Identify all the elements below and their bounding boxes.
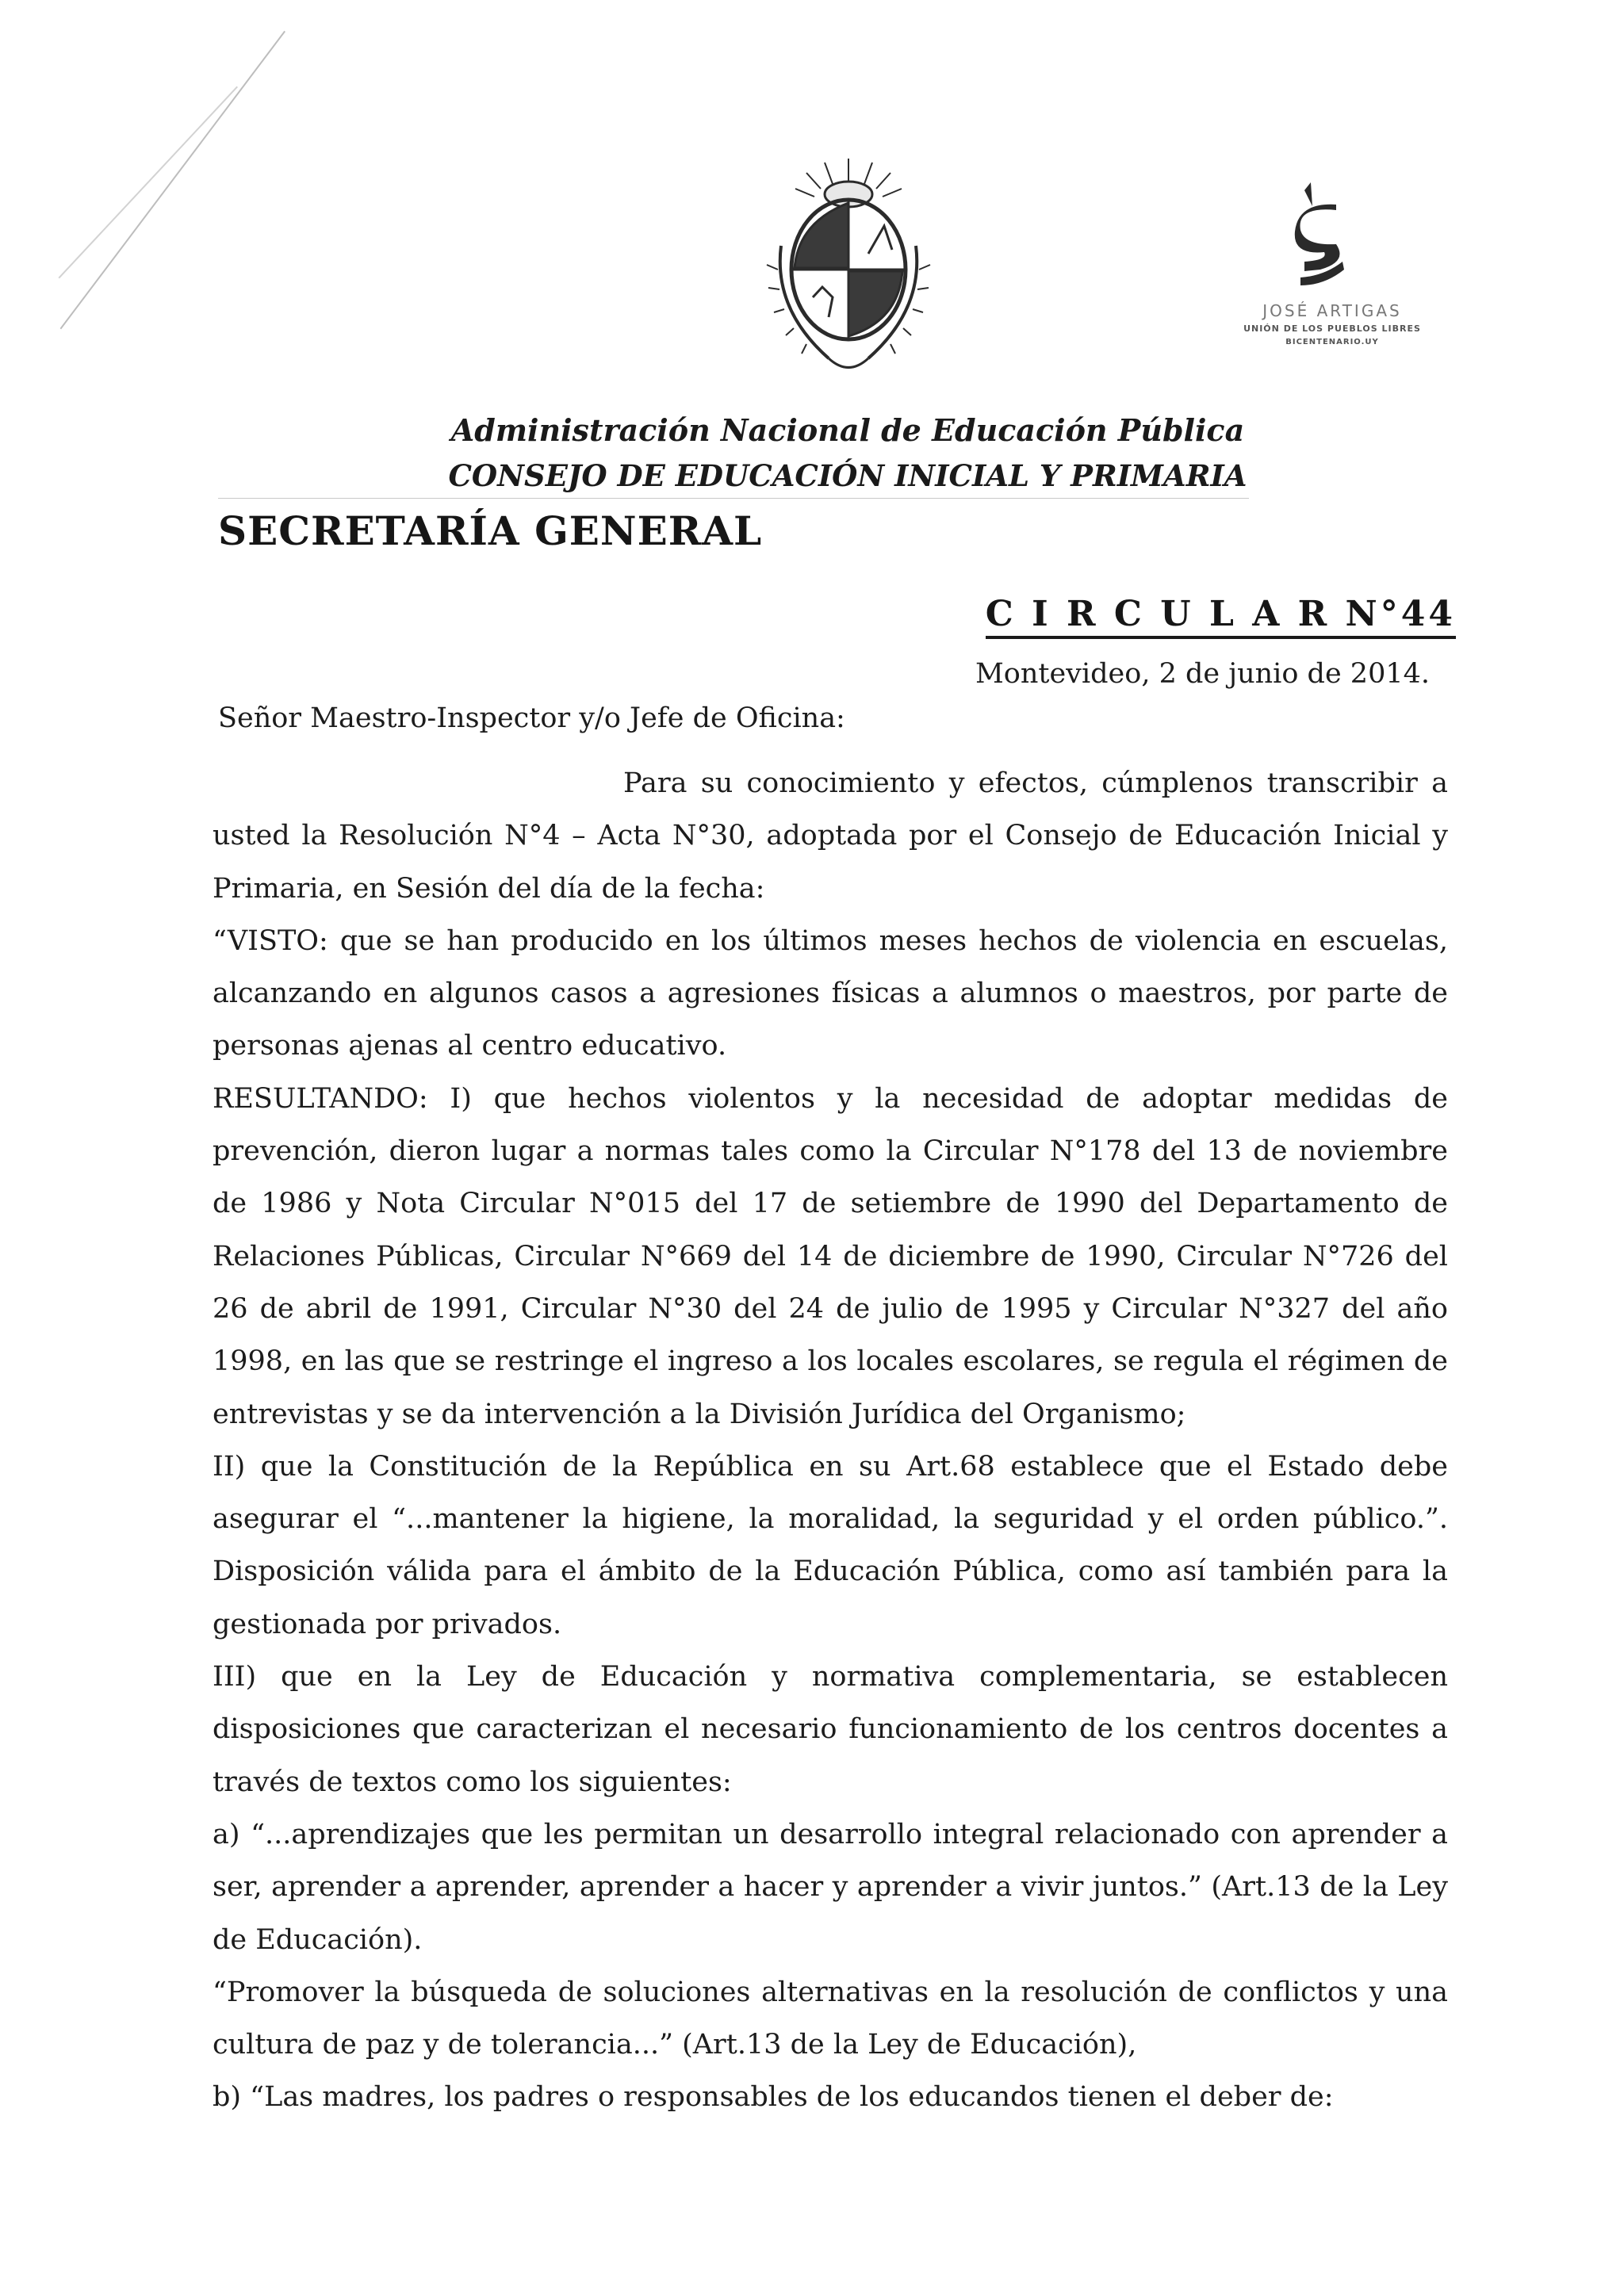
paragraph: III) que en la Ley de Educación y normativa complementaria, se establecen disposiciones que caracterizan el necesario funcionamiento de los centros docentes a través de textos como los siguientes:: [213, 1661, 1448, 1798]
coat-of-arms-icon: [757, 151, 940, 381]
bicentenario-logo: [1237, 182, 1427, 346]
paragraph: b) “Las madres, los padres o responsables de los educandos tienen el deber de:: [213, 2081, 1334, 2114]
paragraph: Para su conocimiento y efectos, cúmplenos transcribir a usted la Resolución N°4 – Acta N°30, adoptada por el Consejo de Educación Inicial y Primaria, en Sesión del día de la fecha:: [213, 767, 1448, 905]
logo-subtitle: UNIÓN DE LOS PUEBLOS LIBRES: [1243, 323, 1421, 334]
document-date: Montevideo, 2 de junio de 2014.: [975, 658, 1430, 690]
council-name-text: CONSEJO DE EDUCACIÓN INICIAL Y PRIMARIA: [448, 458, 1247, 493]
salutation: Señor Maestro-Inspector y/o Jefe de Oficina:: [218, 702, 845, 734]
institution-name-text: Administración Nacional de Educación Pública: [450, 412, 1245, 448]
scan-artifact-line: [60, 31, 285, 330]
paragraph: RESULTANDO: I) que hechos violentos y la necesidad de adoptar medidas de prevención, dieron lugar a normas tales como la Circular N°178 del 13 de noviembre de 1986 y Nota Circular N°015 del 17 de setiembre de 1990 del Departamento de Relaciones Públicas, Circular N°669 del 14 de diciembre de 1990, Circular N°726 del 26 de abril de 1991, Circular N°30 del 24 de julio de 1995 y Circular N°327 del año 1998, en las que se restringe el ingreso a los locales escolares, se regula el régimen de entrevistas y se da intervención a la División Jurídica del Organismo;: [213, 1082, 1448, 1430]
department-title: SECRETARÍA GENERAL: [218, 507, 763, 554]
council-name: [0, 458, 1624, 493]
institution-name: [0, 412, 1624, 448]
artigas-logo-icon: [1281, 182, 1360, 293]
logo-website: BICENTENARIO.UY: [1285, 338, 1379, 346]
paragraph: “VISTO: que se han producido en los últimos meses hechos de violencia en escuelas, alcanzando en algunos casos a agresiones físicas a alumnos o maestros, por parte de personas ajenas al centro educativo.: [213, 924, 1448, 1062]
paragraph: “Promover la búsqueda de soluciones alternativas en la resolución de conflictos y una cultura de paz y de tolerancia...” (Art.13 de la Ley de Educación),: [213, 1976, 1448, 2061]
paragraph: a) “...aprendizajes que les permitan un desarrollo integral relacionado con aprender a ser, aprender a aprender, aprender a hacer y aprender a vivir juntos.” (Art.13 de la Ley de Educación).: [213, 1818, 1448, 1956]
document-body: [213, 757, 1448, 2124]
paragraph: II) que la Constitución de la República en su Art.68 establece que el Estado debe asegurar el “...mantener la higiene, la moralidad, la seguridad y el orden público.”. Disposición válida para el ámbito de la Educación Pública, como así también para la gestionada por privados.: [213, 1450, 1448, 1640]
circular-number: C I R C U L A R N°44: [986, 593, 1456, 639]
scan-artifact-line: [58, 86, 238, 279]
logo-title: JOSÉ ARTIGAS: [1262, 301, 1402, 320]
header-divider: [218, 498, 1249, 499]
